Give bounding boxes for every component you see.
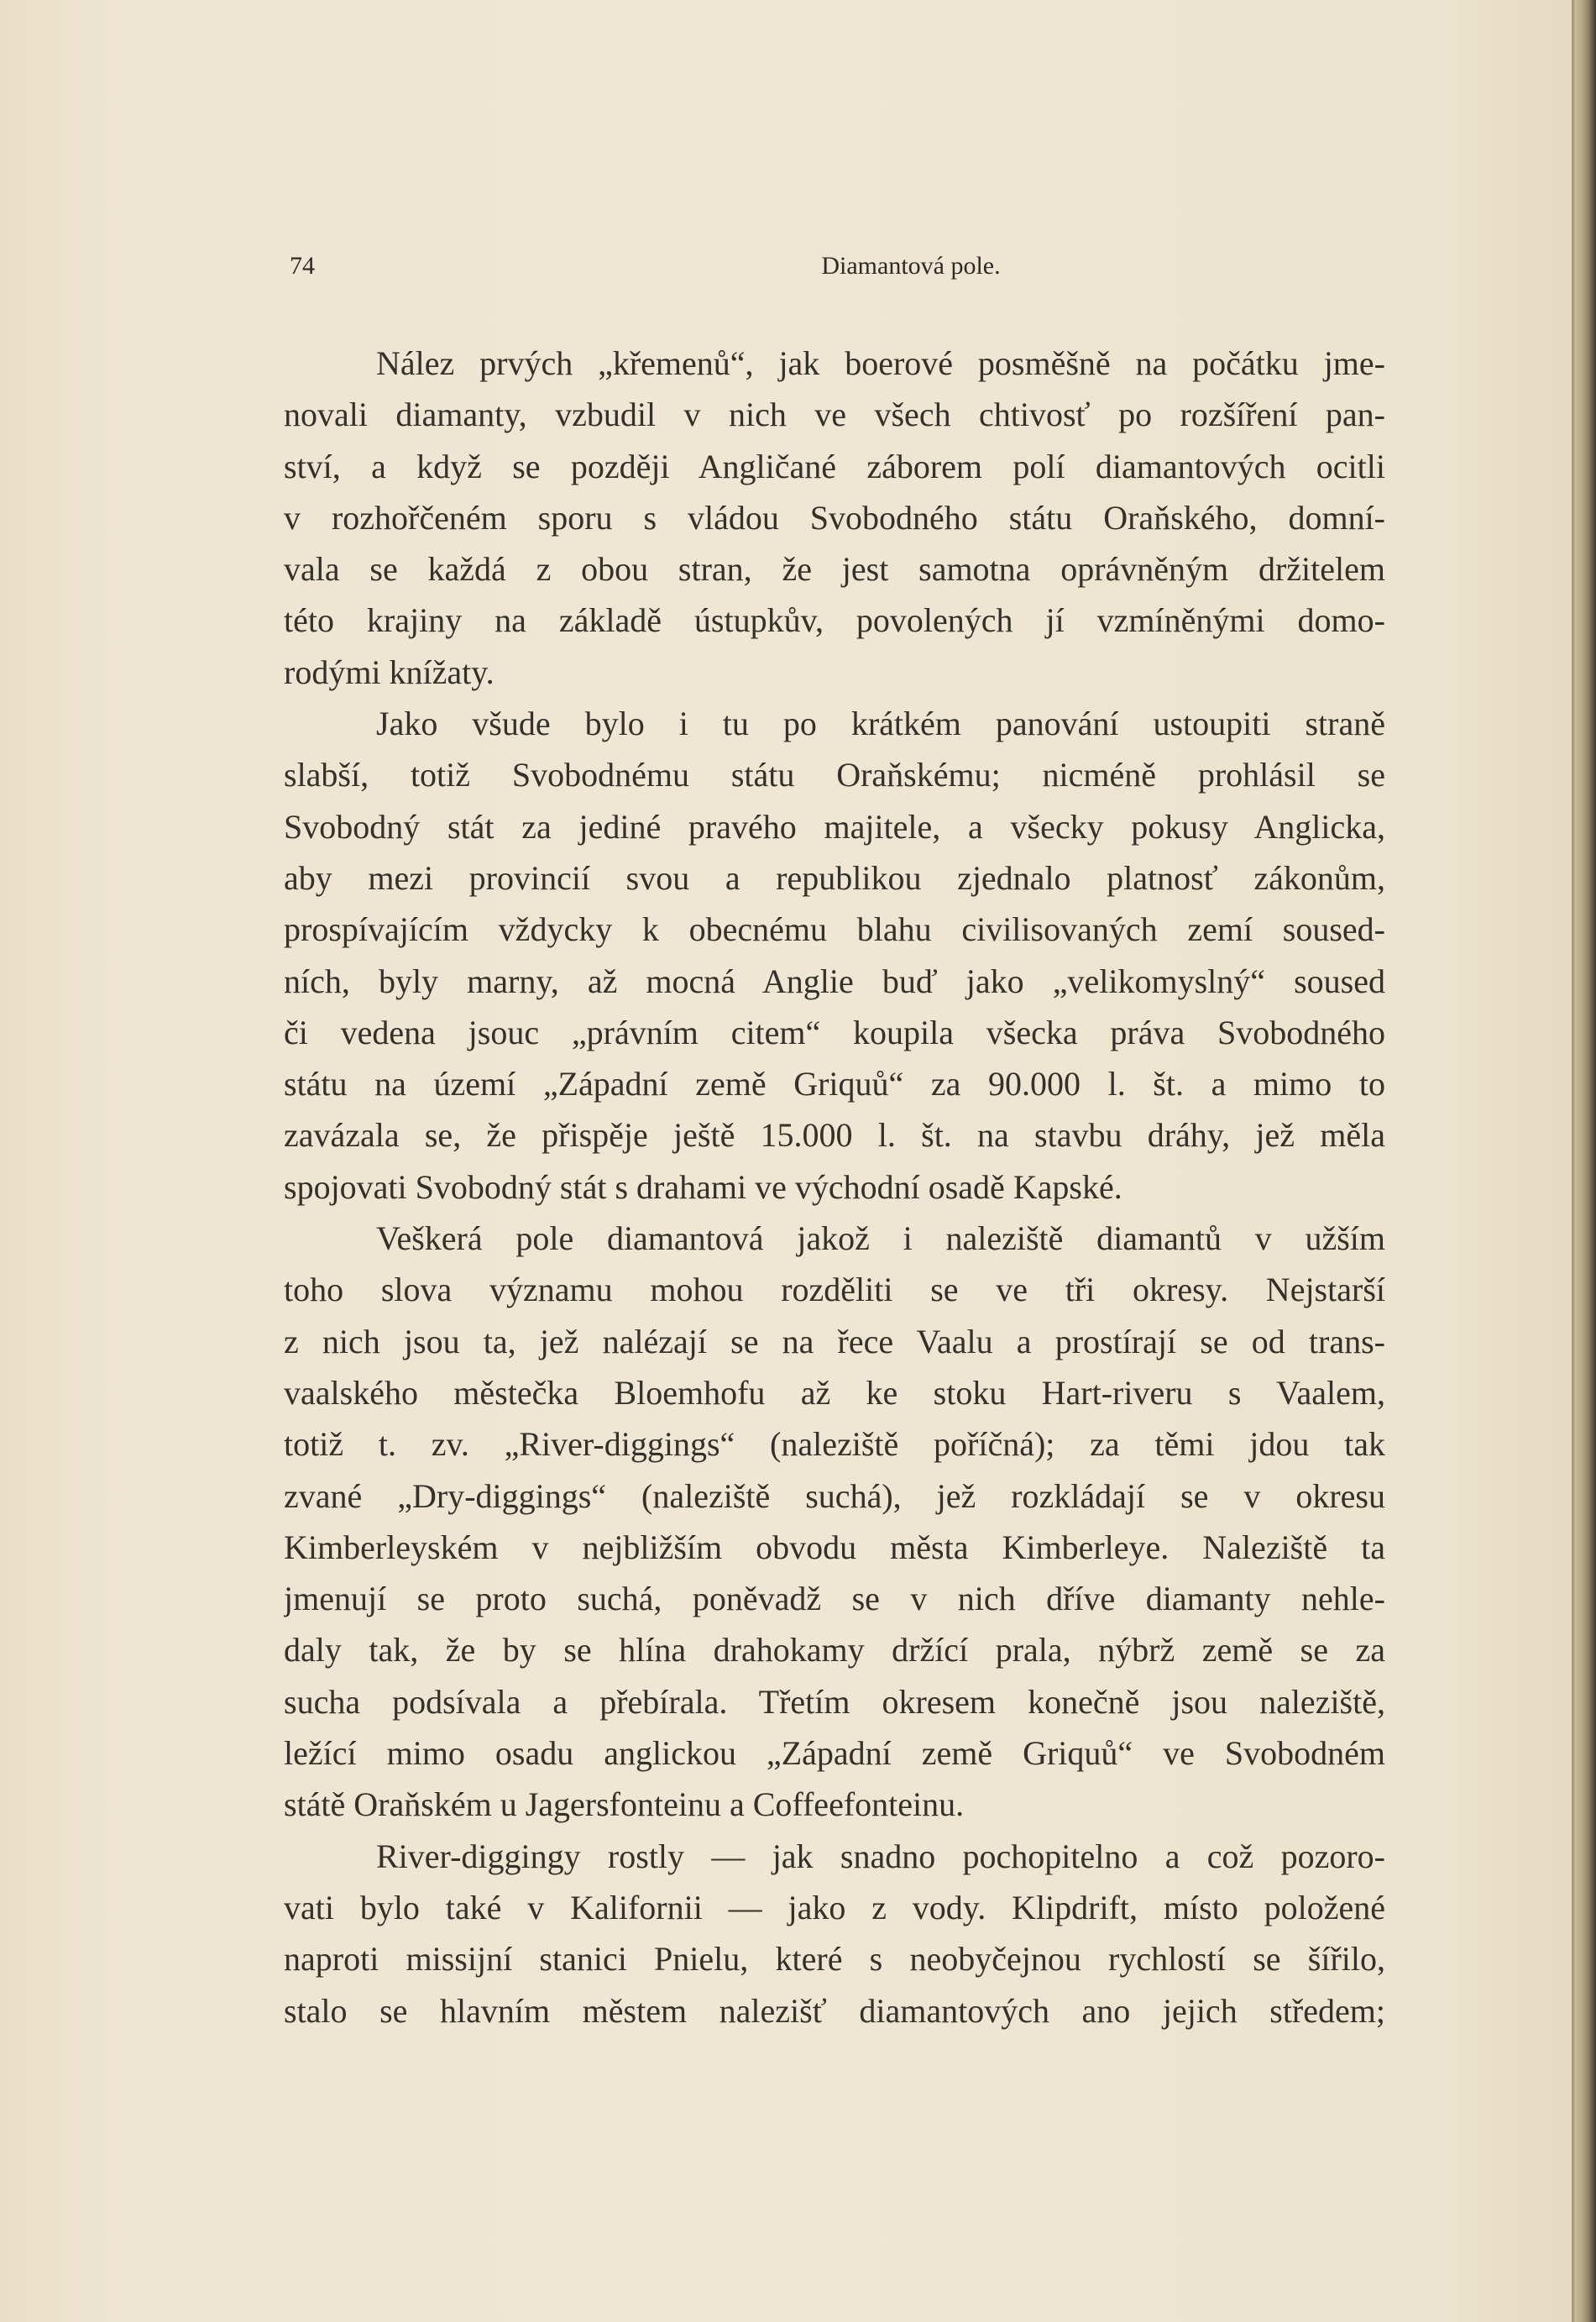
text-line: ství, a když se později Angličané záborem polí diamantových ocitli xyxy=(284,447,1385,485)
text-line: rodými knížaty. xyxy=(284,653,494,691)
text-line: slabší, totiž Svobodnému státu Oraňskému; nicméně prohlásil se xyxy=(284,756,1385,794)
text-line: této krajiny na základě ústupkův, povolených jí vzmíněnými domo- xyxy=(284,601,1385,640)
body-text xyxy=(284,338,1385,2036)
text-line: aby mezi provincií svou a republikou zjednalo platnosť zákonům, xyxy=(284,858,1385,897)
page-header xyxy=(290,252,1383,294)
text-line: státu na území „Západní země Griquů“ za 90.000 l. št. a mimo to xyxy=(284,1065,1385,1103)
text-line: daly tak, že by se hlína drahokamy držící prala, nýbrž země se za xyxy=(284,1631,1385,1669)
text-line: zvané „Dry-diggings“ (naleziště suchá), jež rozkládají se v okresu xyxy=(284,1476,1385,1515)
book-spine-shadow xyxy=(1572,0,1596,2322)
text-line: stalo se hlavním městem nalezišť diamantových ano jejich středem; xyxy=(284,1991,1385,2030)
text-line: sucha podsívala a přebírala. Třetím okresem konečně jsou naleziště, xyxy=(284,1682,1385,1721)
text-line: totiž t. zv. „River-diggings“ (naleziště poříčná); za těmi jdou tak xyxy=(284,1425,1385,1464)
text-line: v rozhořčeném sporu s vládou Svobodného státu Oraňského, domní- xyxy=(284,498,1385,537)
text-line: vati bylo také v Kalifornii — jako z vody. Klipdrift, místo položené xyxy=(284,1888,1385,1926)
text-line: Kimberleyském v nejbližším obvodu města Kimberleye. Naleziště ta xyxy=(284,1528,1385,1566)
text-line: z nich jsou ta, jež nalézají se na řece Vaalu a prostírají se od trans- xyxy=(284,1322,1385,1360)
page-number: 74 xyxy=(290,252,315,280)
text-line: Veškerá pole diamantová jakož i naleziště diamantů v užším xyxy=(376,1219,1385,1258)
text-line: novali diamanty, vzbudil v nich ve všech chtivosť po rozšíření pan- xyxy=(284,396,1385,434)
text-line: zavázala se, že přispěje ještě 15.000 l. št. na stavbu dráhy, jež měla xyxy=(284,1116,1385,1155)
text-line: či vedena jsouc „právním citem“ koupila všecka práva Svobodného xyxy=(284,1013,1385,1051)
text-line: prospívajícím vždycky k obecnému blahu civilisovaných zemí soused- xyxy=(284,910,1385,949)
text-line: ních, byly marny, až mocná Anglie buď jako „velikomyslný“ soused xyxy=(284,962,1385,1000)
text-line: Svobodný stát za jediné pravého majitele, a všecky pokusy Anglicka, xyxy=(284,807,1385,846)
text-line: státě Oraňském u Jagersfonteinu a Coffeefonteinu. xyxy=(284,1785,965,1824)
text-line: naproti missijní stanici Pnielu, které s neobyčejnou rychlostí se šířilo, xyxy=(284,1940,1385,1979)
text-line: ležící mimo osadu anglickou „Západní země Griquů“ ve Svobodném xyxy=(284,1734,1385,1773)
text-line: Nález prvých „křemenů“, jak boerové posměšně na počátku jme- xyxy=(376,344,1385,382)
text-line: vaalského městečka Bloemhofu až ke stoku Hart-riveru s Vaalem, xyxy=(284,1373,1385,1412)
running-head: Diamantová pole. xyxy=(821,252,1001,280)
text-line: toho slova významu mohou rozděliti se ve tři okresy. Nejstarší xyxy=(284,1271,1385,1309)
text-line: jmenují se proto suchá, poněvadž se v nich dříve diamanty nehle- xyxy=(284,1580,1385,1618)
text-line: spojovati Svobodný stát s drahami ve východní osadě Kapské. xyxy=(284,1167,1122,1206)
text-line: River-diggingy rostly — jak snadno pochopitelno a což pozoro- xyxy=(376,1837,1385,1875)
text-line: Jako všude bylo i tu po krátkém panování ustoupiti straně xyxy=(376,705,1385,743)
text-line: vala se každá z obou stran, že jest samotna oprávněným držitelem xyxy=(284,550,1385,589)
